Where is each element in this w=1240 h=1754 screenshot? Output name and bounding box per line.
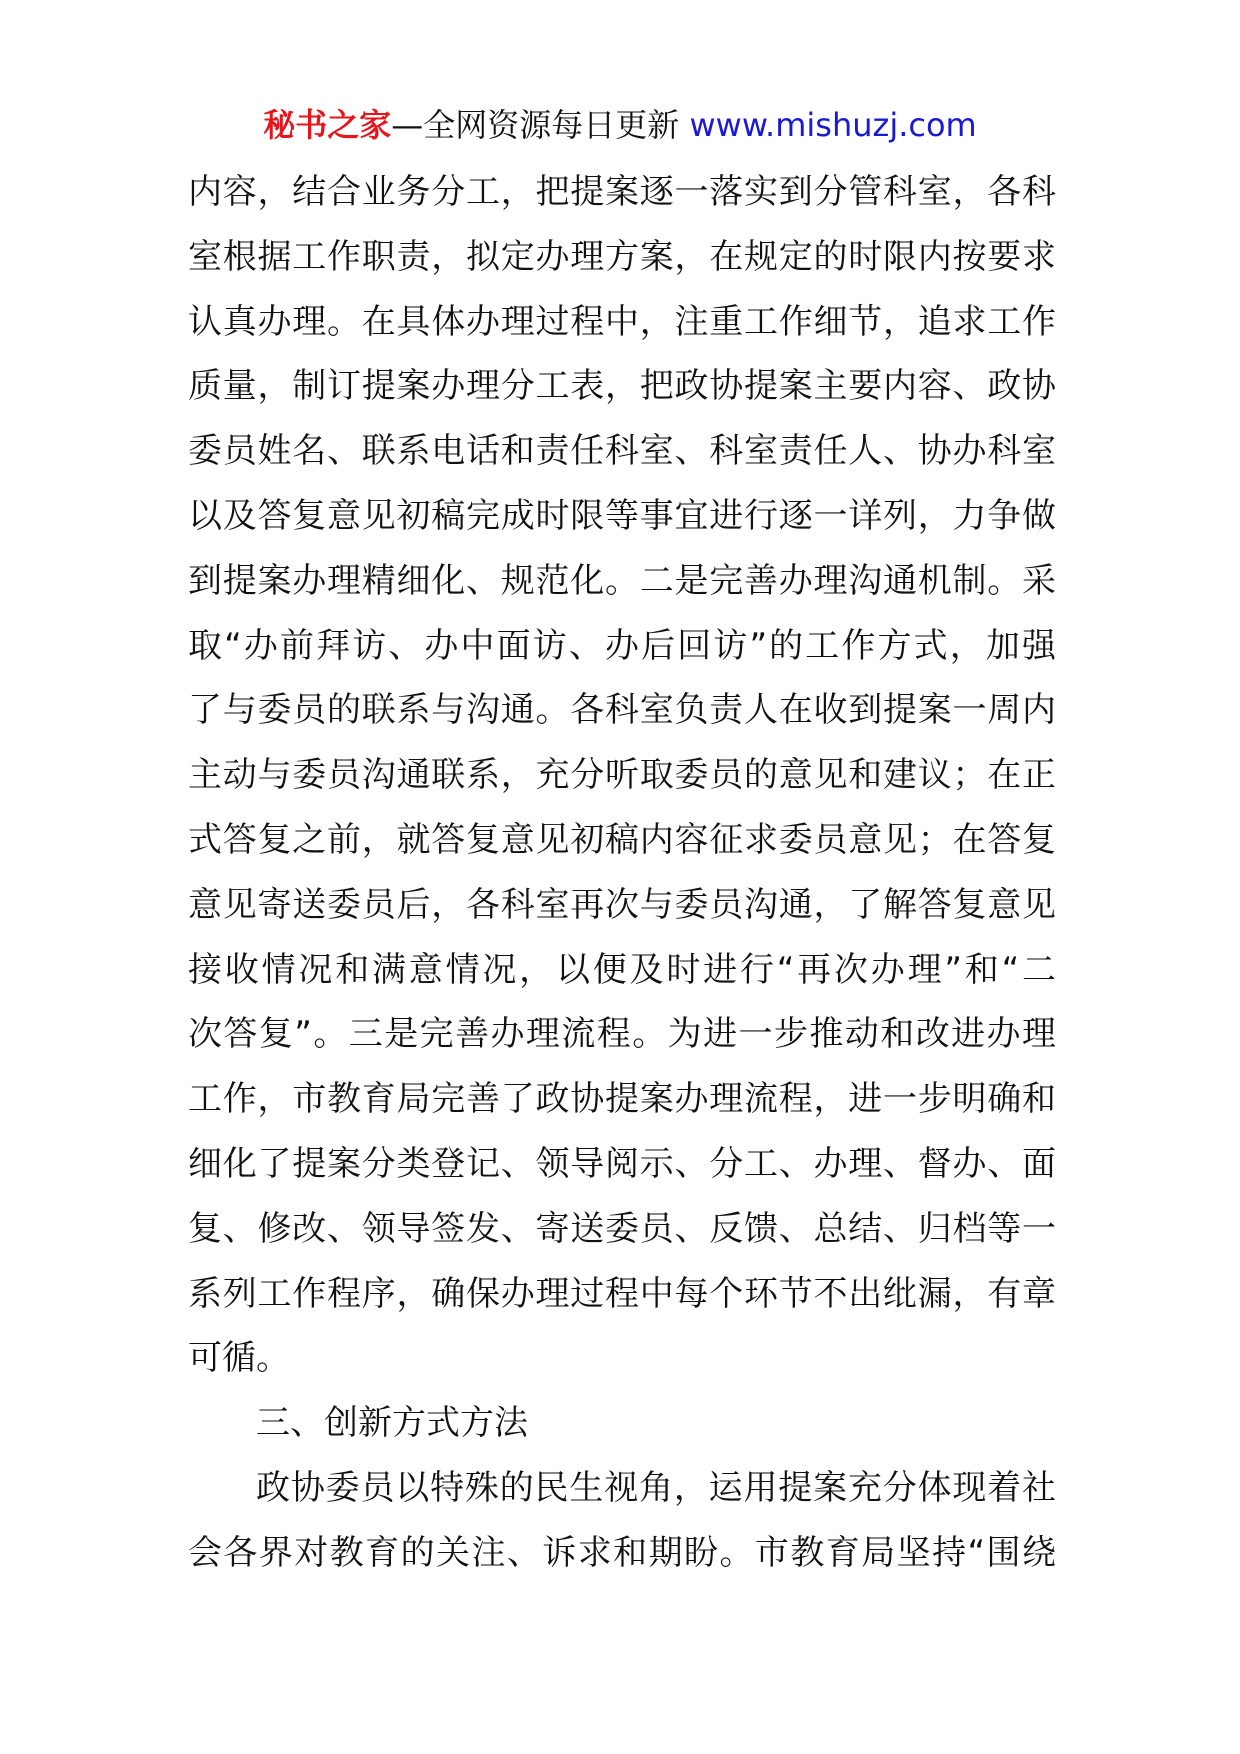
text-line: 系列工作程序，确保办理过程中每个环节不出纰漏，有章	[188, 1273, 1056, 1314]
text-line: 复、修改、领导签发、寄送委员、反馈、总结、归档等一	[188, 1208, 1056, 1249]
text-line: 可循。	[188, 1338, 290, 1379]
text-line: 取“办前拜访、办中面访、办后回访”的工作方式，加强	[188, 625, 1056, 666]
text-line: 主动与委员沟通联系，充分听取委员的意见和建议；在正	[188, 755, 1056, 796]
text-line: 了与委员的联系与沟通。各科室负责人在收到提案一周内	[188, 690, 1056, 731]
text-line: 认真办理。在具体办理过程中，注重工作细节，追求工作	[188, 301, 1056, 342]
site-tagline: —全网资源每日更新	[391, 106, 680, 144]
text-line: 委员姓名、联系电话和责任科室、科室责任人、协办科室	[188, 431, 1056, 472]
site-header	[0, 100, 1240, 150]
section-heading: 三、创新方式方法	[256, 1403, 528, 1444]
text-line: 室根据工作职责，拟定办理方案，在规定的时限内按要求	[188, 236, 1056, 277]
site-url-link[interactable]: www.mishuzj.com	[689, 106, 977, 144]
text-line: 细化了提案分类登记、领导阅示、分工、办理、督办、面	[188, 1143, 1056, 1184]
text-line: 会各界对教育的关注、诉求和期盼。市教育局坚持“围绕	[188, 1532, 1056, 1573]
site-brand: 秘书之家	[263, 106, 392, 144]
document-body	[188, 160, 1056, 1586]
text-line: 次答复”。三是完善办理流程。为进一步推动和改进办理	[188, 1014, 1056, 1055]
text-line: 到提案办理精细化、规范化。二是完善办理沟通机制。采	[188, 560, 1056, 601]
text-line: 内容，结合业务分工，把提案逐一落实到分管科室，各科	[188, 172, 1056, 212]
text-line: 质量，制订提案办理分工表，把政协提案主要内容、政协	[188, 366, 1056, 407]
text-line: 政协委员以特殊的民生视角，运用提案充分体现着社	[256, 1467, 1056, 1508]
text-line: 式答复之前，就答复意见初稿内容征求委员意见；在答复	[188, 819, 1056, 860]
text-line: 以及答复意见初稿完成时限等事宜进行逐一详列，力争做	[188, 495, 1056, 536]
text-line: 接收情况和满意情况，以便及时进行“再次办理”和“二	[188, 949, 1056, 990]
text-line: 意见寄送委员后，各科室再次与委员沟通，了解答复意见	[188, 884, 1056, 925]
text-line: 工作，市教育局完善了政协提案办理流程，进一步明确和	[188, 1079, 1056, 1120]
